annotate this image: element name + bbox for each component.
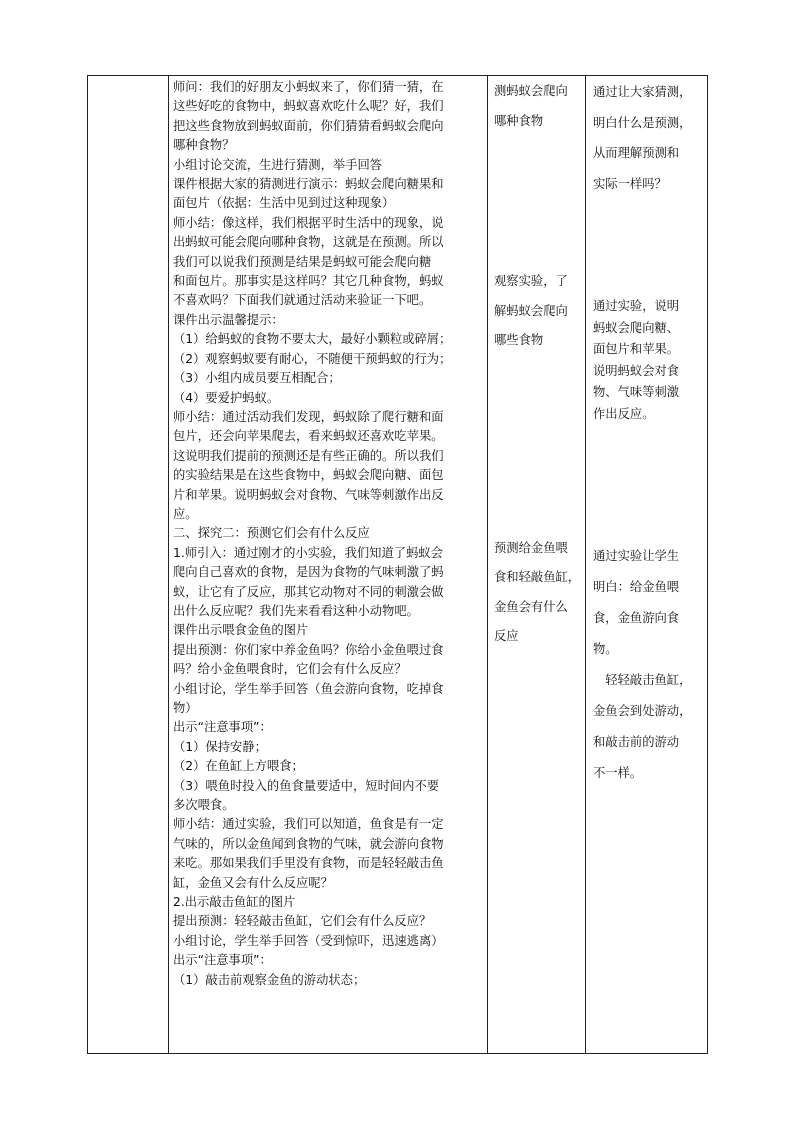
text-line: 食和轻敲鱼缸，: [494, 570, 581, 584]
process-line: 我们可以说我们预测是结果是蚂蚁可能会爬向糖: [173, 254, 432, 269]
text-line: 测蚂蚁会爬向: [494, 84, 568, 98]
process-line: 包片，还会向苹果爬去，看来蚂蚁还喜欢吃苹果。: [173, 429, 444, 444]
process-line: 吗？给小金鱼喂食时，它们会有什么反应？: [173, 662, 407, 677]
process-line: 物）: [173, 701, 198, 715]
process-line: 出示“注意事项”：: [173, 953, 272, 968]
intent-group-prediction: [586, 77, 707, 199]
text-line: 通过让大家猜测，: [593, 85, 692, 99]
table-row: [88, 76, 708, 1054]
process-line: （3）小组内成员要互相配合；: [173, 371, 341, 386]
process-line: 哪种食物？: [173, 138, 235, 153]
process-line: 课件出示温馨提示：: [173, 312, 284, 327]
process-line: 提出预测：你们家中养金鱼吗？你给小金鱼喂过食: [173, 642, 444, 657]
text-line: 从而理解预测和: [593, 146, 680, 160]
text-line: 明白：给金鱼喂: [593, 579, 680, 594]
process-line: 课件根据大家的猜测进行演示：蚂蚁会爬向糖果和: [173, 177, 444, 192]
design-intent-cell: [586, 76, 708, 1054]
process-line: 把这些食物放到蚂蚁面前，你们猜猜看蚂蚁会爬向: [173, 118, 444, 133]
process-line: 师小结：通过实验，我们可以知道，鱼食是有一定: [173, 817, 444, 832]
text-line: 哪种食物: [494, 113, 544, 128]
text-line: 哪些食物: [494, 333, 544, 347]
text-line: 金鱼会有什么: [494, 599, 568, 614]
text-line: 物。: [593, 641, 618, 656]
text-line: 蚂蚁会爬向糖、: [593, 320, 680, 335]
process-line: 小组讨论，学生举手回答（受到惊吓，迅速逃离）: [173, 933, 444, 948]
process-line: 应。: [173, 506, 198, 521]
process-line: 出什么反应呢？我们先来看看这种小动物吧。: [173, 603, 419, 618]
text-line: 物、气味等刺激: [593, 385, 680, 400]
process-line: 师小结：像这样，我们根据平时生活中的现象，说: [173, 215, 444, 230]
process-line: 爬向自己喜欢的食物，是因为食物的气味刺激了蚂: [173, 565, 444, 580]
text-line: 实际一样吗？: [593, 176, 667, 191]
process-line: 的实验结果是在这些食物中，蚂蚁会爬向糖、面包: [173, 468, 444, 483]
text-line: 观察实验，了: [494, 274, 568, 288]
teaching-process-text: [169, 76, 487, 990]
process-line: （1）保持安静；: [173, 739, 267, 754]
process-line: 2.出示敲击鱼缸的图片: [173, 895, 296, 910]
process-line: 师小结：通过活动我们发现，蚂蚁除了爬行糖和面: [173, 409, 444, 424]
process-line: 小组讨论交流，生进行猜测，举手回答: [173, 157, 383, 172]
text-line: 解蚂蚁会爬向: [494, 303, 568, 318]
process-line: 二、探究二：预测它们会有什么反应: [173, 526, 370, 541]
process-line: （4）要爱护蚂蚁。: [173, 390, 280, 405]
text-line: 金鱼会到处游动，: [593, 703, 692, 718]
process-line: 蚁，让它有了反应，那其它动物对不同的刺激会做: [173, 584, 444, 599]
process-line: 这些好吃的食物中，蚂蚁喜欢吃什么呢？好，我们: [173, 99, 444, 114]
text-line: 轻轻敲击鱼缸，: [593, 672, 692, 687]
text-line: 明白什么是预测，: [593, 115, 692, 130]
activity-group-goldfish-prediction: [488, 534, 585, 652]
process-line: （1）给蚂蚁的食物不要太大，最好小颗粒或碎屑；: [173, 332, 452, 347]
process-line: 缸，金鱼又会有什么反应呢？: [173, 875, 333, 890]
intent-group-ant-result: [586, 296, 707, 426]
student-activity-cell: [488, 76, 586, 1054]
process-line: （3）喂鱼时投入的鱼食量要适中，短时间内不要: [173, 778, 440, 793]
text-line: 反应: [494, 629, 519, 643]
process-line: 1.师引入：通过刚才的小实验，我们知道了蚂蚁会: [173, 545, 443, 560]
stage-column-cell: [88, 76, 169, 1054]
process-line: 出蚂蚁可能会爬向哪种食物，这就是在预测。所以: [173, 235, 444, 250]
process-line: （2）观察蚂蚁要有耐心，不随便干预蚂蚁的行为；: [173, 351, 452, 366]
teaching-process-cell: [169, 76, 488, 1054]
text-line: 面包片和苹果。: [593, 342, 680, 357]
activity-group-ant-experiment: [488, 267, 585, 356]
process-line: 课件出示喂食金鱼的图片: [173, 623, 309, 638]
process-line: 气味的，所以金鱼闻到食物的气味，就会游向食物: [173, 836, 444, 851]
process-line: 小组讨论，学生举手回答（鱼会游向食物，吃掉食: [173, 681, 444, 696]
process-line: 出示“注意事项”：: [173, 720, 272, 735]
intent-group-goldfish-result: [586, 541, 707, 789]
process-line: 提出预测：轻轻敲击鱼缸，它们会有什么反应？: [173, 914, 432, 929]
lesson-plan-table: [87, 75, 708, 1054]
text-line: 和敲击前的游动: [593, 734, 680, 749]
process-line: 面包片（依据：生活中见到过这种现象）: [173, 196, 395, 211]
text-line: 通过实验让学生: [593, 548, 680, 563]
process-line: 多次喂食。: [173, 798, 235, 813]
process-line: （1）敲击前观察金鱼的游动状态；: [173, 972, 366, 987]
process-line: （2）在鱼缸上方喂食；: [173, 759, 304, 774]
process-line: 片和苹果。说明蚂蚁会对食物、气味等刺激作出反: [173, 487, 444, 502]
text-line: 说明蚂蚁会对食: [593, 363, 680, 378]
activity-group-ant-prediction: [488, 77, 585, 136]
text-line: 食，金鱼游向食: [593, 610, 680, 625]
text-line: 预测给金鱼喂: [494, 540, 568, 555]
process-line: 和面包片。那事实是这样吗？其它几种食物，蚂蚁: [173, 274, 444, 289]
process-line: 这说明我们提前的预测还是有些正确的。所以我们: [173, 448, 444, 463]
process-line: 不喜欢吗？下面我们就通过活动来验证一下吧。: [173, 293, 432, 308]
process-line: 师问：我们的好朋友小蚂蚁来了，你们猜一猜，在: [173, 80, 444, 94]
text-line: 通过实验，说明: [593, 299, 680, 313]
text-line: 不一样。: [593, 765, 643, 780]
text-line: 作出反应。: [593, 406, 655, 421]
process-line: 来吃。那如果我们手里没有食物，而是轻轻敲击鱼: [173, 856, 444, 871]
